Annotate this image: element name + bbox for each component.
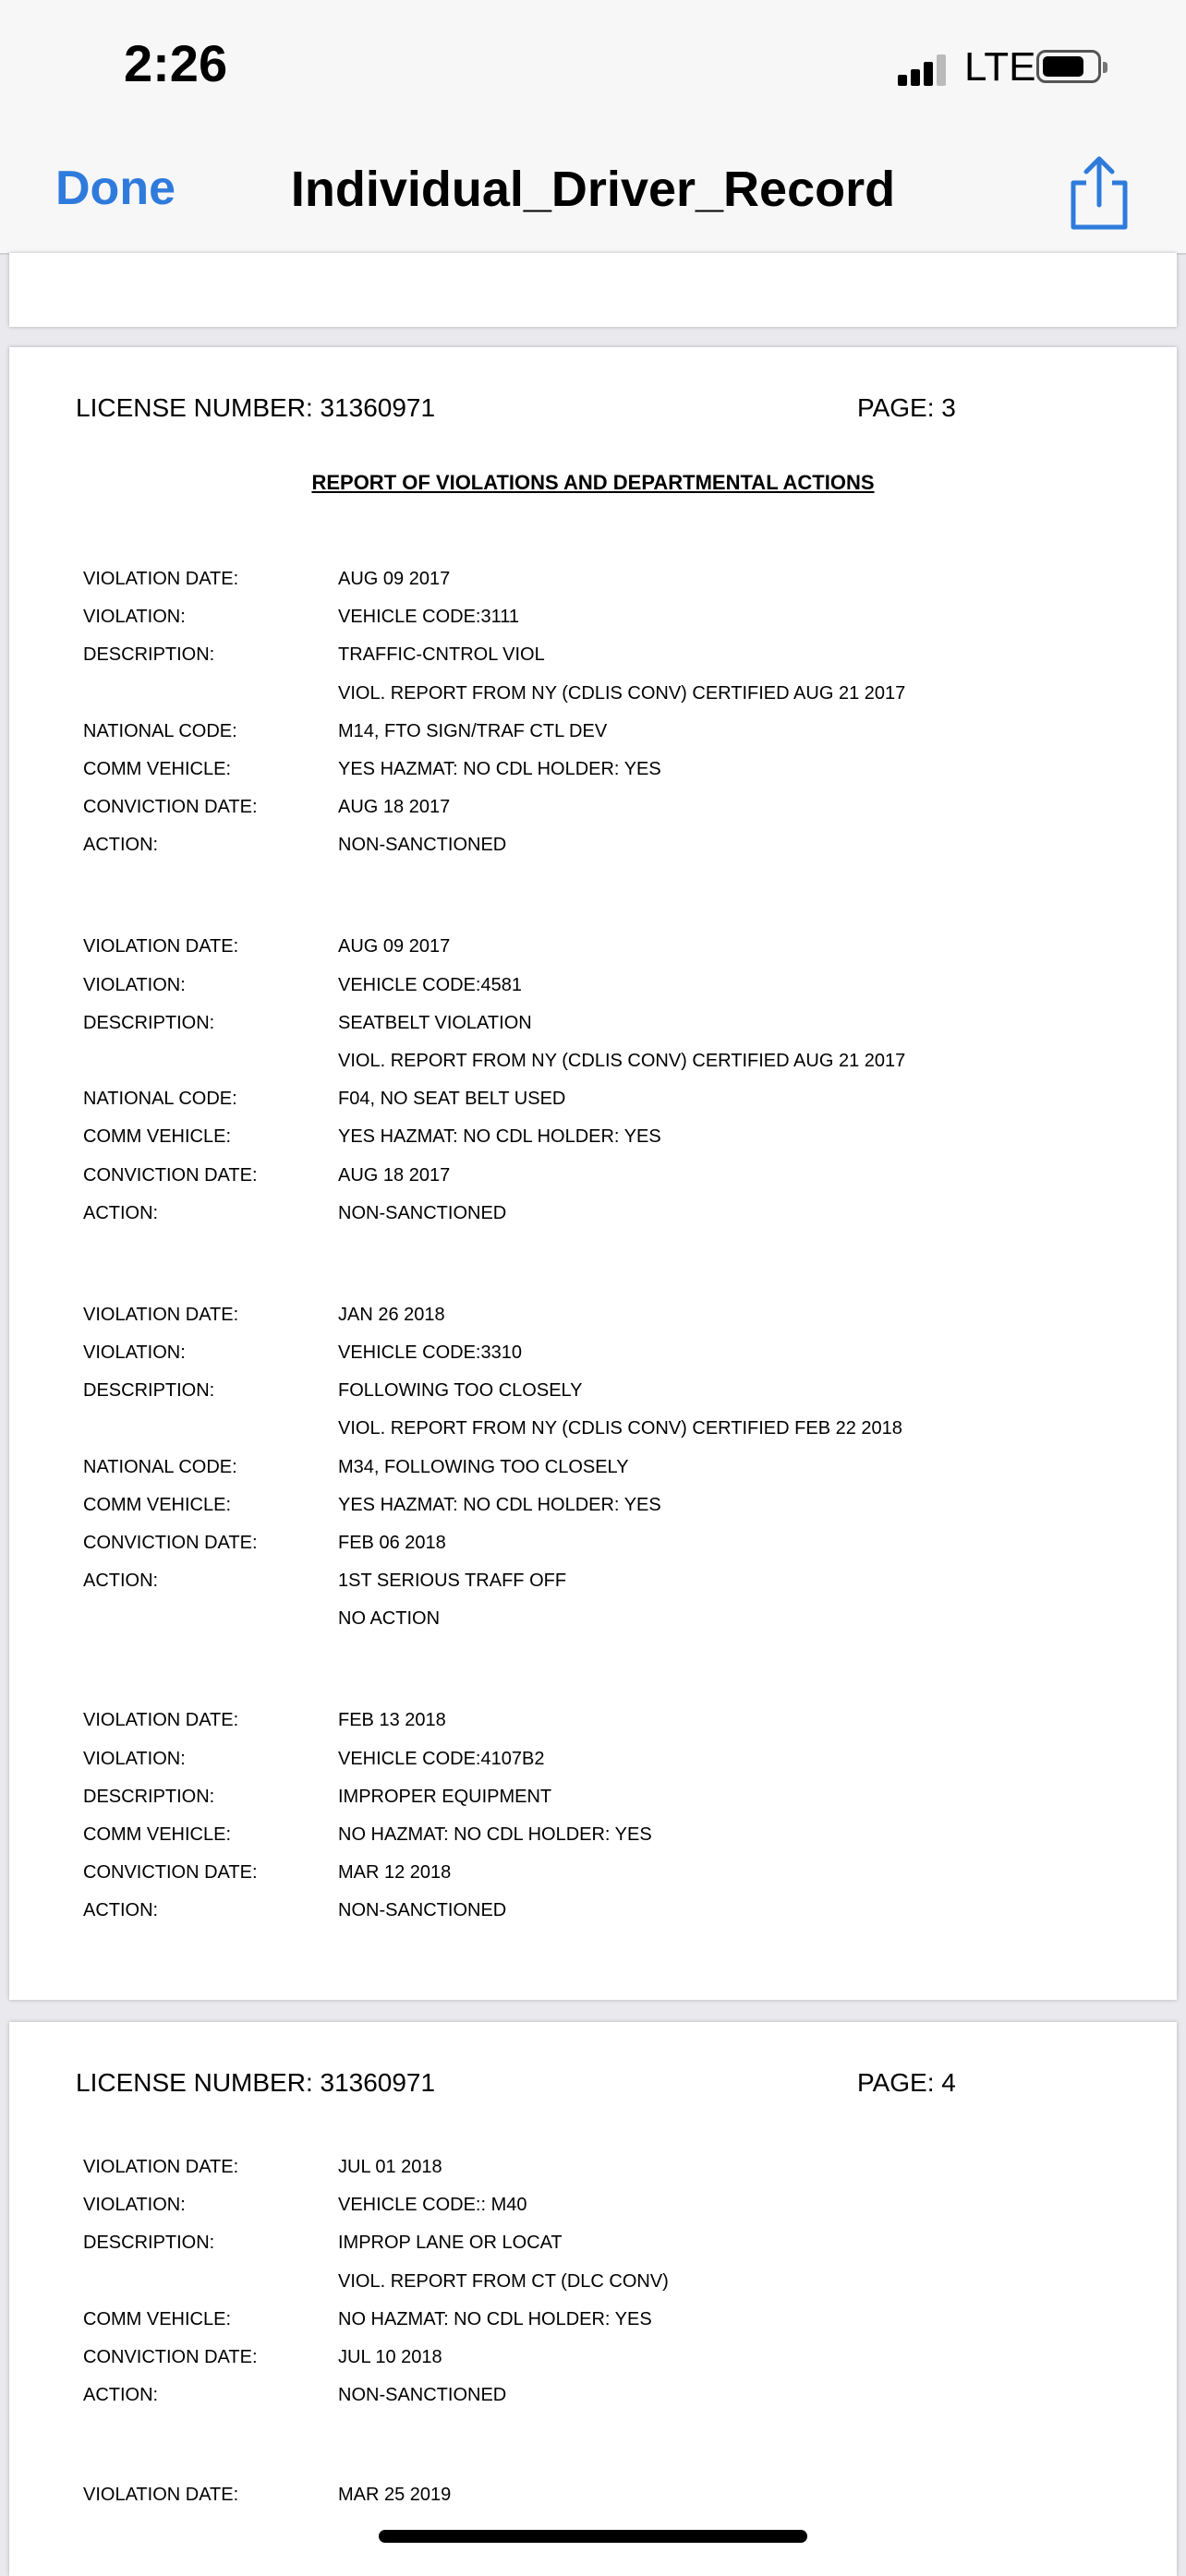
document-page-3 [9,347,1177,2000]
field-label: NATIONAL CODE: [83,1089,237,1110]
field-value: AUG 09 2017 [338,569,451,589]
field-label: VIOLATION: [83,1342,186,1363]
field-label: CONVICTION DATE: [83,2347,258,2367]
field-value: NON-SANCTIONED [338,2385,507,2406]
field-value: M14, FTO SIGN/TRAF CTL DEV [338,720,608,741]
share-icon[interactable] [1062,155,1136,233]
field-value: AUG 18 2017 [338,797,451,818]
status-bar [0,0,1186,129]
field-value: JUL 01 2018 [338,2157,442,2177]
field-label: NATIONAL CODE: [83,720,237,741]
field-label: COMM VEHICLE: [83,759,232,779]
field-value: VEHICLE CODE:4107B2 [338,1748,545,1769]
field-value: JUL 10 2018 [338,2347,442,2367]
home-indicator [379,2530,807,2543]
field-value: M34, FOLLOWING TOO CLOSELY [338,1456,629,1477]
field-value: NON-SANCTIONED [338,835,507,856]
field-label: ACTION: [83,1571,159,1592]
page-number: PAGE: 3 [857,393,956,422]
field-value: VEHICLE CODE:3310 [338,1342,522,1363]
field-value: F04, NO SEAT BELT USED [338,1089,566,1110]
field-value: NON-SANCTIONED [338,1202,507,1223]
page-number: PAGE: 4 [857,2068,956,2097]
license-number: LICENSE NUMBER: 31360971 [76,2068,436,2097]
field-label: VIOLATION: [83,607,186,628]
done-button[interactable]: Done [55,162,175,215]
field-label: ACTION: [83,1202,159,1223]
field-label: ACTION: [83,1900,159,1921]
status-time: 2:26 [124,34,228,92]
field-label: CONVICTION DATE: [83,1164,258,1186]
field-label: VIOLATION: [83,2195,186,2216]
field-value: VIOL. REPORT FROM NY (CDLIS CONV) CERTIFIED AUG 21 2017 [338,1051,906,1071]
previous-page [9,253,1177,327]
field-label: COMM VEHICLE: [83,1126,232,1148]
field-value: NON-SANCTIONED [338,1900,507,1921]
document-page-4 [9,2022,1177,2576]
field-label: DESCRIPTION: [83,2233,215,2254]
field-label: VIOLATION DATE: [83,569,239,589]
field-value: TRAFFIC-CNTROL VIOL [338,644,545,666]
field-value: VEHICLE CODE:3111 [338,607,520,628]
field-value: FEB 13 2018 [338,1710,446,1731]
field-value: VIOL. REPORT FROM CT (DLC CONV) [338,2270,669,2292]
field-value: VIOL. REPORT FROM NY (CDLIS CONV) CERTIFIED AUG 21 2017 [338,682,906,704]
field-value: SEATBELT VIOLATION [338,1012,532,1033]
field-label: COMM VEHICLE: [83,2308,232,2329]
field-label: VIOLATION DATE: [83,2157,239,2177]
field-value: VIOL. REPORT FROM NY (CDLIS CONV) CERTIFIED FEB 22 2018 [338,1418,902,1439]
field-label: VIOLATION DATE: [83,1710,239,1731]
field-label: NATIONAL CODE: [83,1456,237,1477]
field-label: DESCRIPTION: [83,1786,215,1807]
field-value: NO ACTION [338,1608,441,1630]
field-label: VIOLATION DATE: [83,936,239,957]
field-value: YES HAZMAT: NO CDL HOLDER: YES [338,1494,661,1515]
field-label: COMM VEHICLE: [83,1824,232,1845]
license-number: LICENSE NUMBER: 31360971 [76,393,436,422]
field-label: VIOLATION: [83,1748,186,1769]
field-label: VIOLATION: [83,974,186,995]
field-value: IMPROPER EQUIPMENT [338,1786,552,1807]
field-label: CONVICTION DATE: [83,797,258,818]
signal-strength-icon [898,51,946,86]
report-title: REPORT OF VIOLATIONS AND DEPARTMENTAL ACTIONS [311,471,875,494]
field-value: MAR 12 2018 [338,1862,452,1884]
field-label: VIOLATION DATE: [83,1304,239,1325]
field-value: MAR 25 2019 [338,2485,452,2506]
battery-icon [1036,50,1101,83]
field-value: AUG 09 2017 [338,936,451,957]
field-value: FOLLOWING TOO CLOSELY [338,1380,583,1402]
field-value: YES HAZMAT: NO CDL HOLDER: YES [338,759,661,779]
field-value: YES HAZMAT: NO CDL HOLDER: YES [338,1126,661,1148]
field-value: AUG 18 2017 [338,1164,451,1186]
field-value: VEHICLE CODE:: M40 [338,2195,527,2216]
field-value: NO HAZMAT: NO CDL HOLDER: YES [338,2308,652,2329]
field-label: VIOLATION DATE: [83,2485,239,2506]
field-label: CONVICTION DATE: [83,1533,258,1553]
navigation-bar [0,129,1186,255]
field-label: DESCRIPTION: [83,1380,215,1402]
field-value: NO HAZMAT: NO CDL HOLDER: YES [338,1824,652,1845]
network-label: LTE [964,44,1036,90]
field-value: JAN 26 2018 [338,1304,445,1325]
field-value: FEB 06 2018 [338,1533,446,1553]
field-value: 1ST SERIOUS TRAFF OFF [338,1571,567,1592]
field-label: COMM VEHICLE: [83,1494,232,1515]
field-value: IMPROP LANE OR LOCAT [338,2233,563,2254]
field-label: DESCRIPTION: [83,1012,215,1033]
field-label: ACTION: [83,835,159,856]
field-label: ACTION: [83,2385,159,2406]
field-value: VEHICLE CODE:4581 [338,974,522,995]
field-label: CONVICTION DATE: [83,1862,258,1884]
document-title: Individual_Driver_Record [290,162,896,217]
field-label: DESCRIPTION: [83,644,215,666]
